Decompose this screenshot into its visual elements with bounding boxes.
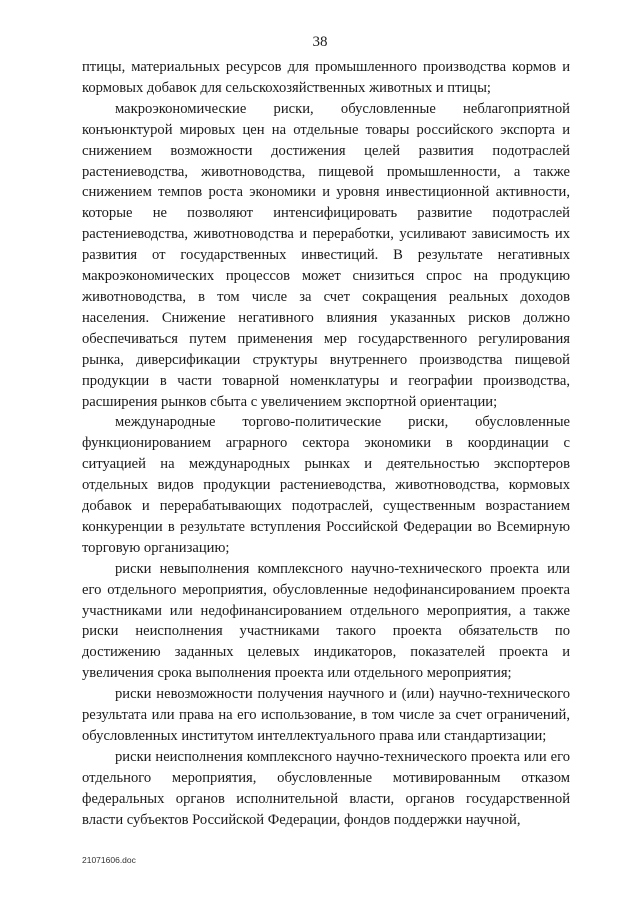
paragraph-1: птицы, материальных ресурсов для промышленного производства кормов и кормовых добавок для сельскохозяйственных животных и птицы; bbox=[82, 59, 570, 96]
paragraph-3: международные торгово-политические риски, обусловленные функционированием аграрного сектора экономики в координации с ситуацией на международных рынках и деятельностью экспортеров отдельных видов продукции растениеводства, животноводства, кормовых добавок и перерабатывающих подотраслей, существенным возрастанием конкуренции в результате вступления Российской Федерации во Всемирную торговую организацию; bbox=[82, 414, 570, 556]
page-number: 38 bbox=[312, 34, 328, 50]
paragraph-6: риски неисполнения комплексного научно-технического проекта или его отдельного мероприятия, обусловленные мотивированным отказом федеральных органов исполнительной власти, органов государственной власти субъектов Российской Федерации, фондов поддержки научной, bbox=[82, 748, 570, 828]
footer-file-code: 21071606.doc bbox=[82, 855, 136, 865]
paragraph-2: макроэкономические риски, обусловленные неблагоприятной конъюнктурой мировых цен на отдельные товары российского экспорта и снижением возможности достижения целей развития подотраслей растениеводства, животноводства, пищевой промышленности, а также снижением темпов роста экономики и уровня инвестиционной активности, которые не позволяют интенсифицировать развитие подотраслей растениеводства, животноводства и переработки, усиливают зависимость их развития от государственных инвестиций. В результате негативных макроэкономических процессов может снизиться спрос на продукцию животноводства, в том числе за счет сокращения реальных доходов населения. Снижение негативного влияния указанных рисков должно обеспечиваться путем применения мер государственного регулирования рынка, диверсификации структуры внутреннего производства пищевой продукции в части товарной номенклатуры и географии производства, расширения рынков сбыта с увеличением экспортной ориентации; bbox=[82, 100, 570, 410]
paragraph-4: риски невыполнения комплексного научно-технического проекта или его отдельного мероприятия, обусловленные недофинансированием проекта участниками или недофинансированием отдельного мероприятия, а также риски неисполнения участниками такого проекта обязательств по достижению заданных целевых индикаторов, показателей проекта и увеличения срока выполнения проекта или отдельного мероприятия; bbox=[82, 560, 570, 682]
paragraph-5: риски невозможности получения научного и (или) научно-технического результата или права на его использование, в том числе за счет ограничений, обусловленных институтом интеллектуального права или стандартизации; bbox=[82, 686, 570, 744]
document-body bbox=[82, 57, 570, 831]
